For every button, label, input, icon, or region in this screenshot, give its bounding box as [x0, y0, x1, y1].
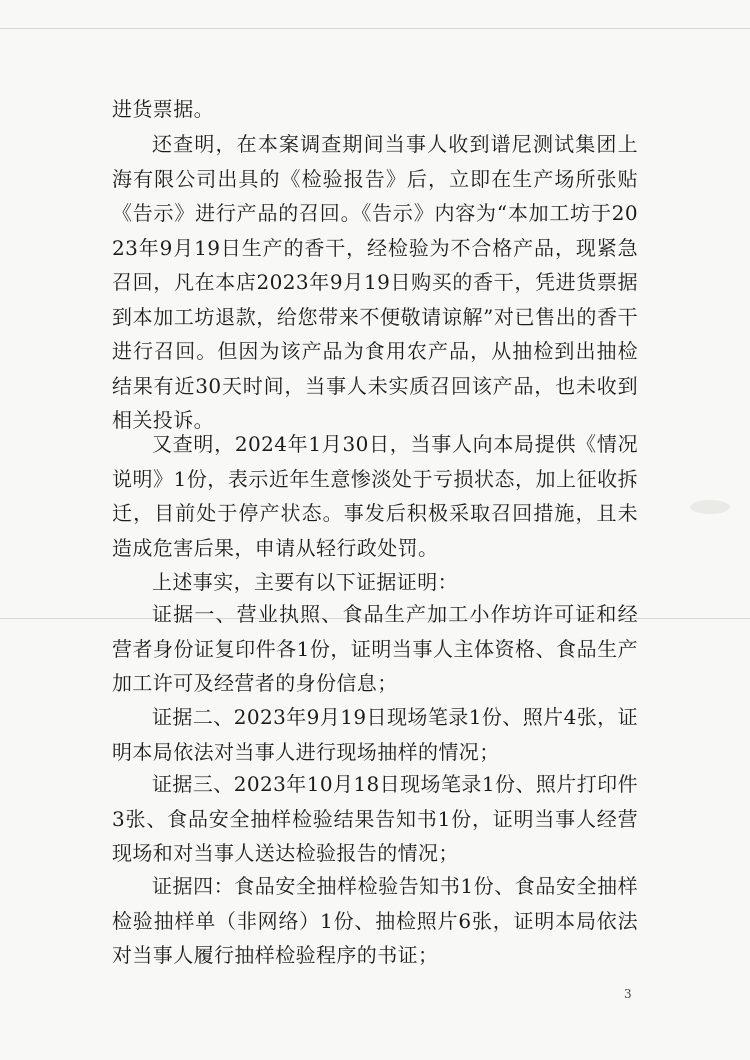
paragraph-recall-notice: 还查明，在本案调查期间当事人收到谱尼测试集团上海有限公司出具的《检验报告》后，立即在生产场所张贴《告示》进行产品的召回。《告示》内容为“本加工坊于2023年9月19日生产的香干，经检验为不合格产品，现紧急召回，凡在本店2023年9月19日购买的香干，凭进货票据到本加工坊退款，给您带来不便敬请谅解”对已售出的香干进行召回。但因为该产品为食用农产品，从抽检到出抽检结果有近30天时间，当事人未实质召回该产品，也未收到相关投诉。	[112, 132, 638, 432]
paragraph-evidence-two: 证据二、2023年9月19日现场笔录1份、照片4张，证明本局依法对当事人进行现场抽样的情况；	[112, 705, 638, 764]
paragraph-continuation: 进货票据。	[112, 97, 214, 121]
paragraph-situation-statement: 又查明，2024年1月30日，当事人向本局提供《情况说明》1份，表示近年生意惨淡处于亏损状态，加上征收拆迁，目前处于停产状态。事发后积极采取召回措施，且未造成危害后果，申请从轻行政处罚。	[112, 432, 638, 560]
scan-artifact-line	[0, 28, 750, 29]
scan-smudge	[690, 500, 730, 514]
paragraph-evidence-one: 证据一、营业执照、食品生产加工小作坊许可证和经营者身份证复印件各1份，证明当事人主体资格、食品生产加工许可及经营者的身份信息；	[112, 602, 638, 695]
paragraph-evidence-intro: 上述事实，主要有以下证据证明：	[152, 570, 458, 594]
paragraph-evidence-three: 证据三、2023年10月18日现场笔录1份、照片打印件3张、食品安全抽样检验结果告知书1份，证明当事人经营现场和对当事人送达检验报告的情况；	[112, 772, 638, 865]
paragraph-evidence-four: 证据四：食品安全抽样检验告知书1份、食品安全抽样检验抽样单（非网络）1份、抽检照片6张，证明本局依法对当事人履行抽样检验程序的书证；	[112, 874, 638, 967]
page-number: 3	[624, 987, 632, 1001]
